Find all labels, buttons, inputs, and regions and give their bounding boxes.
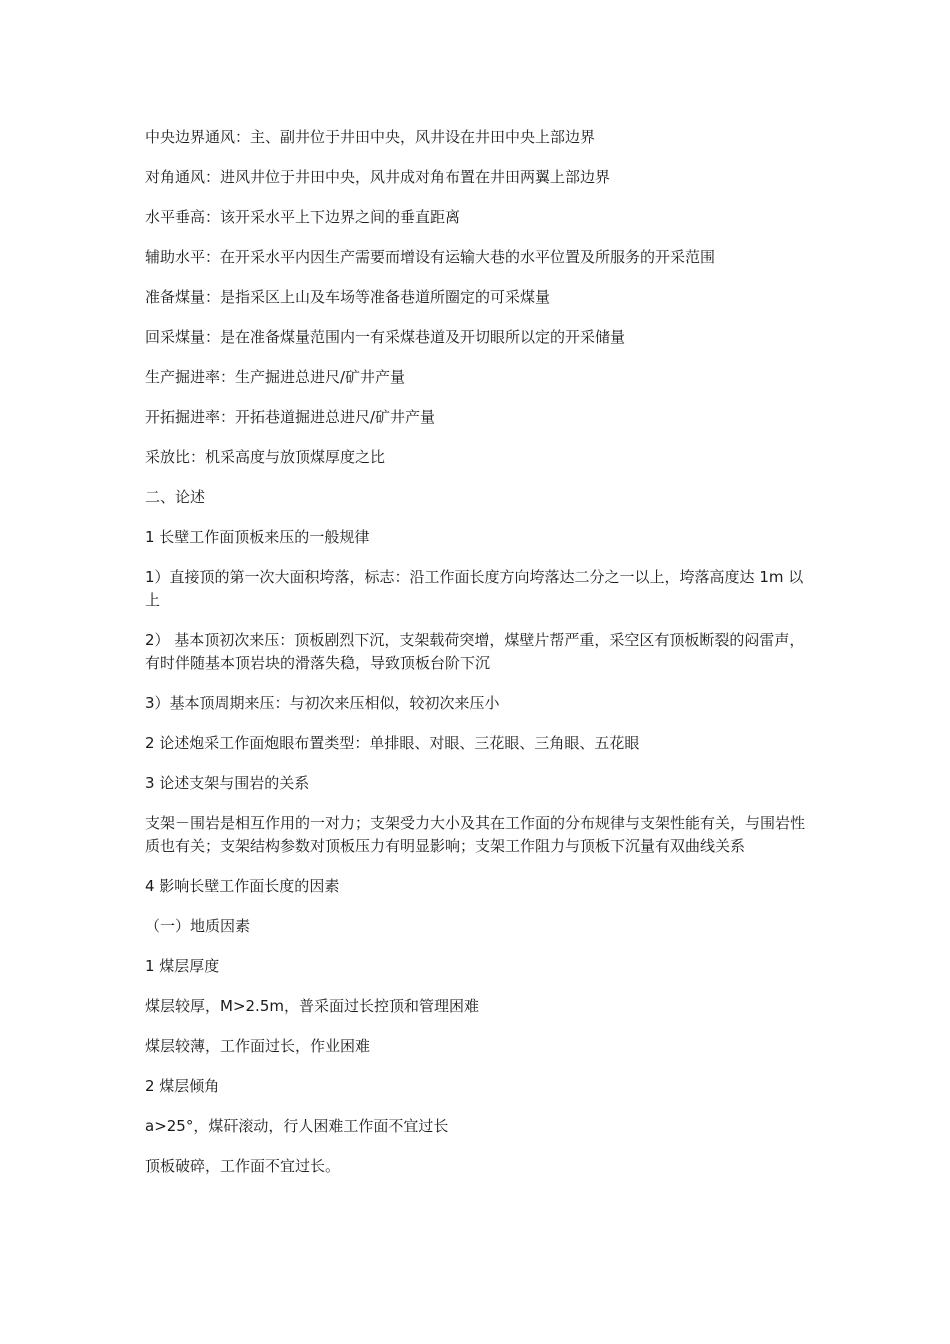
list-item-first-weighting: 2） 基本顶初次来压：顶板剧烈下沉，支架载荷突增，煤壁片帮严重，采空区有顶板断裂的闷雷声，有时伴随基本顶岩块的滑落失稳，导致顶板台阶下沉 bbox=[145, 631, 805, 672]
section-heading-discussion: 二、论述 bbox=[145, 488, 206, 506]
paragraph-broken-roof: 顶板破碎，工作面不宜过长。 bbox=[145, 1157, 341, 1175]
subheading-support-surrounding-rock: 3 论述支架与围岩的关系 bbox=[145, 774, 310, 792]
paragraph-recoverable-coal: 回采煤量：是在准备煤量范围内一有采煤巷道及开切眼所以定的开采储量 bbox=[145, 328, 626, 346]
paragraph-diagonal-ventilation: 对角通风：进风井位于井田中央，风井成对角布置在井田两翼上部边界 bbox=[145, 168, 611, 186]
paragraph-central-boundary-ventilation: 中央边界通风：主、副井位于井田中央，风井设在井田中央上部边界 bbox=[145, 128, 596, 146]
document-body bbox=[145, 126, 810, 1195]
paragraph-auxiliary-level: 辅助水平：在开采水平内因生产需要而增设有运输大巷的水平位置及所服务的开采范围 bbox=[145, 248, 716, 266]
subheading-seam-dip: 2 煤层倾角 bbox=[145, 1077, 220, 1095]
subheading-roof-weighting: 1 长壁工作面顶板来压的一般规律 bbox=[145, 528, 370, 546]
paragraph-steep-dip: a>25°，煤矸滚动，行人困难工作面不宜过长 bbox=[145, 1117, 449, 1135]
paragraph-support-rock-relation: 支架－围岩是相互作用的一对力；支架受力大小及其在工作面的分布规律与支架性能有关，与围岩性质也有关；支架结构参数对顶板压力有明显影响；支架工作阻力与顶板下沉量有双曲线关系 bbox=[145, 814, 806, 855]
paragraph-level-vertical-height: 水平垂高：该开采水平上下边界之间的垂直距离 bbox=[145, 208, 461, 226]
subheading-geological-factors: （一）地质因素 bbox=[145, 917, 251, 935]
subheading-face-length-factors: 4 影响长壁工作面长度的因素 bbox=[145, 877, 340, 895]
paragraph-mining-caving-ratio: 采放比：机采高度与放顶煤厚度之比 bbox=[145, 448, 386, 466]
paragraph-production-drivage-rate: 生产掘进率：生产掘进总进尺/矿井产量 bbox=[145, 368, 406, 386]
paragraph-thick-seam: 煤层较厚，M>2.5m，普采面过长控顶和管理困难 bbox=[145, 997, 479, 1015]
paragraph-development-drivage-rate: 开拓掘进率：开拓巷道掘进总进尺/矿井产量 bbox=[145, 408, 436, 426]
paragraph-prepared-coal: 准备煤量：是指采区上山及车场等准备巷道所圈定的可采煤量 bbox=[145, 288, 551, 306]
list-item-immediate-roof: 1）直接顶的第一次大面积垮落，标志：沿工作面长度方向垮落达二分之一以上，垮落高度达 1m 以上 bbox=[145, 568, 804, 609]
paragraph-thin-seam: 煤层较薄，工作面过长，作业困难 bbox=[145, 1037, 371, 1055]
subheading-blasthole-layout: 2 论述炮采工作面炮眼布置类型：单排眼、对眼、三花眼、三角眼、五花眼 bbox=[145, 734, 640, 752]
list-item-periodic-weighting: 3）基本顶周期来压：与初次来压相似，较初次来压小 bbox=[145, 694, 500, 712]
subheading-seam-thickness: 1 煤层厚度 bbox=[145, 957, 220, 975]
